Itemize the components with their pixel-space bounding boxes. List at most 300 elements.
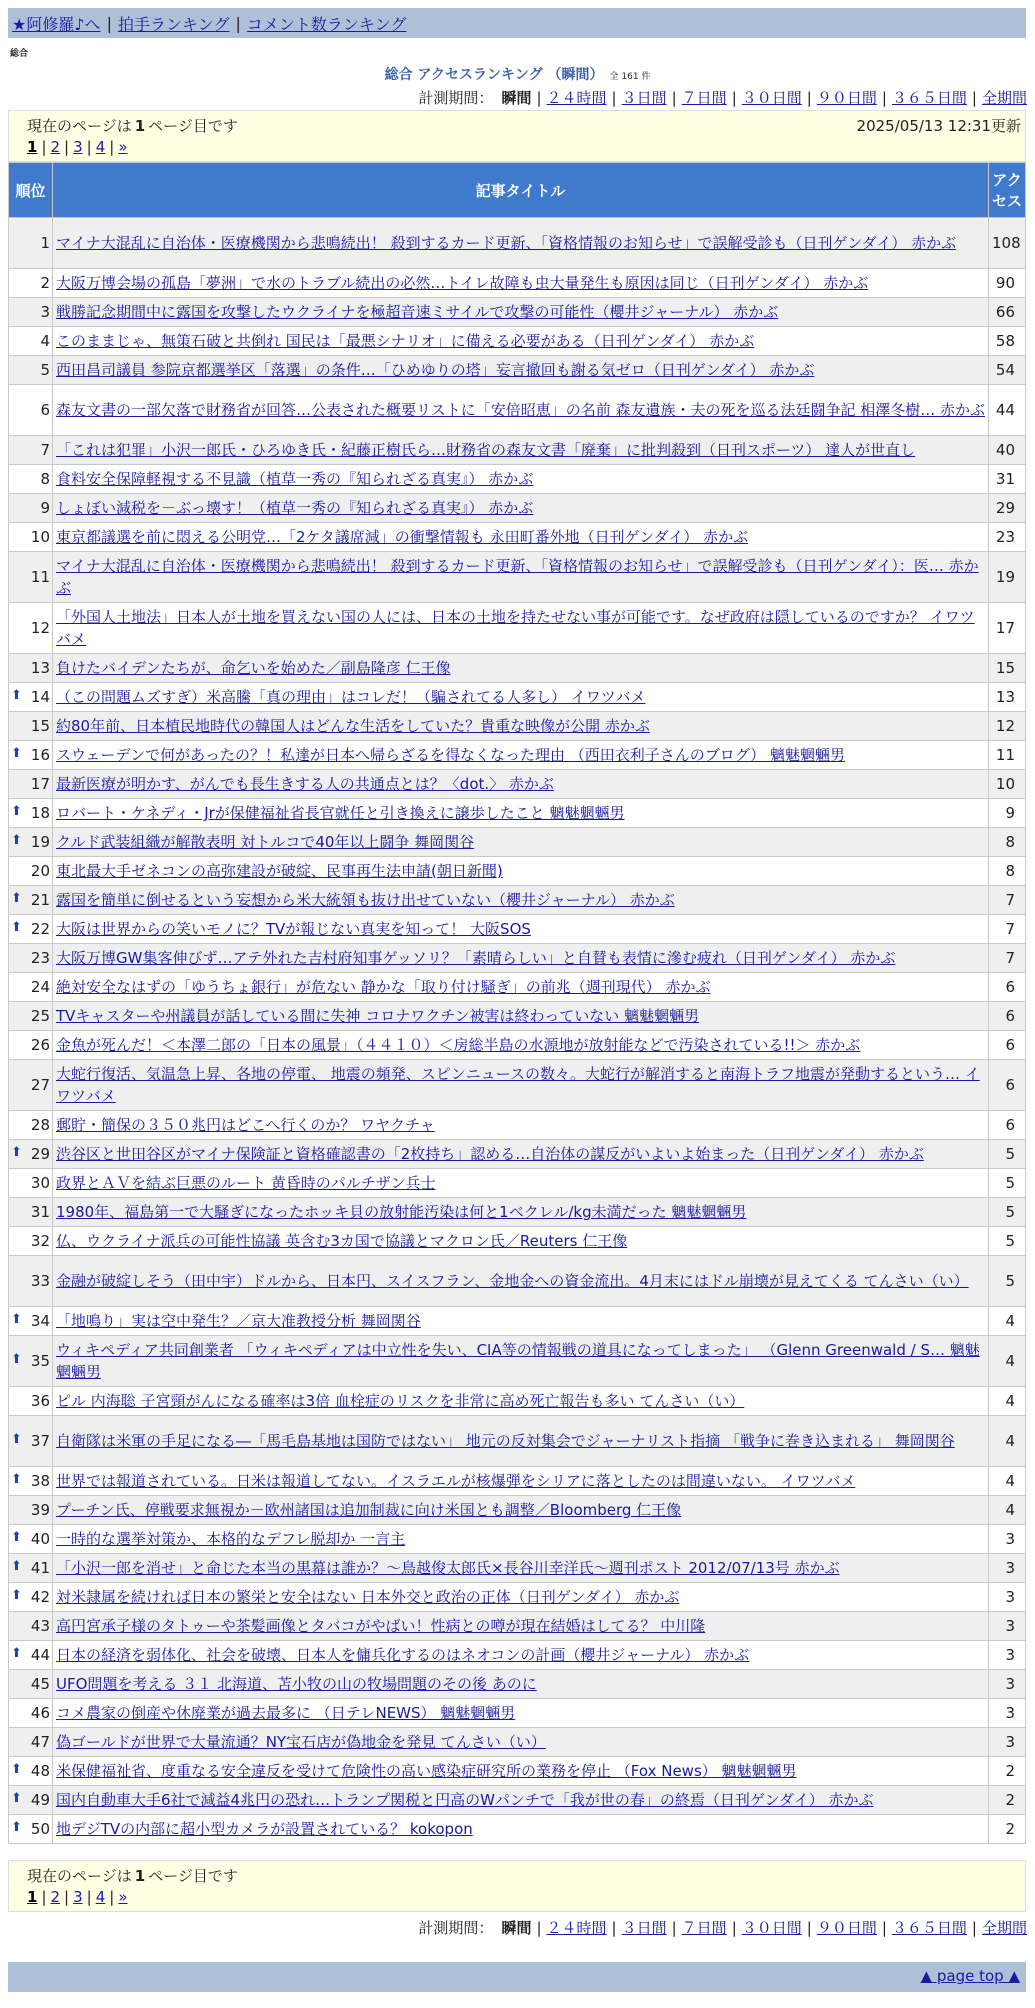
article-link[interactable]: 高円宮承子様のタトゥーや茶髪画像とタバコがやばい！性病との噂が現在結婚はしてる？ 中川隆 bbox=[56, 1617, 706, 1635]
top-link-asyura[interactable]: ★阿修羅♪へ bbox=[12, 14, 101, 34]
title-cell bbox=[53, 269, 989, 298]
article-link[interactable]: 西田昌司議員 参院京都選挙区「落選」の条件…「ひめゆりの塔」妄言撤回も謝る気ゼロ（日刊ゲンダイ） 赤かぶ bbox=[56, 361, 815, 379]
article-link[interactable]: 政界とＡＶを結ぶ巨悪のルート 黄昏時のパルチザン兵士 bbox=[56, 1174, 436, 1192]
article-link[interactable]: 大蛇行復活、気温急上昇、各地の停電、 地震の頻発、スピンニュースの数々。大蛇行が解消すると南海トラフ地震が発動するという… イワツバメ bbox=[56, 1065, 980, 1105]
page-current: 1 bbox=[27, 138, 38, 156]
rank-cell bbox=[9, 523, 53, 552]
page-title bbox=[0, 64, 1035, 84]
table-row bbox=[9, 1728, 1026, 1757]
access-count: 40 bbox=[989, 436, 1026, 465]
table-row bbox=[9, 1198, 1026, 1227]
divider: | bbox=[611, 1919, 617, 1937]
rank-number: 27 bbox=[30, 1076, 50, 1094]
article-link[interactable]: マイナ大混乱に自治体・医療機関から悲鳴続出！ 殺到するカード更新、「資格情報のお知らせ」で誤解受診も（日刊ゲンダイ）：医… 赤かぶ bbox=[56, 557, 979, 597]
table-row bbox=[9, 1583, 1026, 1612]
table-row bbox=[9, 741, 1026, 770]
up-arrow-icon: ⬆ bbox=[11, 1646, 22, 1661]
total-count: 全 161 件 bbox=[609, 72, 651, 82]
article-link[interactable]: 自衛隊は米軍の手足になる―「馬毛島基地は国防ではない」 地元の反対集会でジャーナリスト指摘 「戦争に巻き込まれる」 舞岡関谷 bbox=[56, 1432, 955, 1450]
title-cell bbox=[53, 1757, 989, 1786]
ranking-title: 総合 アクセスランキング （瞬間） bbox=[384, 67, 604, 83]
article-link[interactable]: ロバート・ケネディ・Jrが保健福祉省長官就任と引き換えに譲歩したこと 魑魅魍魎男 bbox=[56, 804, 625, 822]
article-link[interactable]: スウェーデンで何があったの？！私達が日本へ帰らざるを得なくなった理由 （西田衣利子さんのブログ） 魑魅魍魎男 bbox=[56, 746, 845, 764]
rank-number: 25 bbox=[30, 1007, 50, 1025]
table-row bbox=[9, 465, 1026, 494]
divider: | bbox=[731, 89, 737, 107]
access-count: 2 bbox=[989, 1786, 1026, 1815]
access-count: 7 bbox=[989, 886, 1026, 915]
rank-number: 3 bbox=[40, 303, 50, 321]
title-cell bbox=[53, 1467, 989, 1496]
table-row bbox=[9, 1670, 1026, 1699]
table-row bbox=[9, 1002, 1026, 1031]
rank-number: 43 bbox=[30, 1617, 50, 1635]
rank-cell bbox=[9, 1336, 53, 1387]
table-row bbox=[9, 385, 1026, 436]
title-cell bbox=[53, 683, 989, 712]
rank-cell bbox=[9, 1728, 53, 1757]
updated-timestamp: 2025/05/13 12:31更新 bbox=[856, 117, 1021, 135]
table-row bbox=[9, 494, 1026, 523]
access-count: 4 bbox=[989, 1336, 1026, 1387]
table-row bbox=[9, 1111, 1026, 1140]
title-cell bbox=[53, 915, 989, 944]
rank-number: 15 bbox=[30, 717, 50, 735]
title-cell bbox=[53, 741, 989, 770]
title-cell bbox=[53, 1002, 989, 1031]
rank-number: 36 bbox=[30, 1392, 50, 1410]
access-count: 2 bbox=[989, 1757, 1026, 1786]
table-row bbox=[9, 269, 1026, 298]
access-count: 3 bbox=[989, 1699, 1026, 1728]
access-count: 4 bbox=[989, 1496, 1026, 1525]
up-arrow-icon: ⬆ bbox=[11, 920, 22, 935]
rank-number: 46 bbox=[30, 1704, 50, 1722]
divider: | bbox=[109, 138, 115, 156]
divider: | bbox=[86, 1888, 92, 1906]
rank-cell bbox=[9, 1496, 53, 1525]
access-count: 3 bbox=[989, 1641, 1026, 1670]
article-link[interactable]: 負けたバイデンたちが、命乞いを始めた／副島隆彦 仁王像 bbox=[56, 659, 451, 677]
access-count: 5 bbox=[989, 1140, 1026, 1169]
rank-number: 35 bbox=[30, 1352, 50, 1370]
period-link[interactable]: ２４時間 bbox=[546, 1919, 607, 1937]
top-nav-bar bbox=[8, 8, 1026, 38]
period-link[interactable]: ９０日間 bbox=[816, 89, 877, 107]
title-cell bbox=[53, 1554, 989, 1583]
rank-number: 23 bbox=[30, 949, 50, 967]
access-count: 13 bbox=[989, 683, 1026, 712]
title-cell bbox=[53, 1198, 989, 1227]
up-arrow-icon: ⬆ bbox=[11, 688, 22, 703]
rank-number: 38 bbox=[30, 1472, 50, 1490]
access-count: 4 bbox=[989, 1387, 1026, 1416]
article-link[interactable]: マイナ大混乱に自治体・医療機関から悲鳴続出！ 殺到するカード更新、「資格情報のお知らせ」で誤解受診も（日刊ゲンダイ） 赤かぶ bbox=[56, 234, 957, 252]
page-next-link[interactable]: » bbox=[118, 1888, 128, 1906]
rank-cell bbox=[9, 494, 53, 523]
article-link[interactable]: 渋谷区と世田谷区がマイナ保険証と資格確認書の「2枚持ち」認める…自治体の謀反がいよいよ始まった（日刊ゲンダイ） 赤かぶ bbox=[56, 1145, 924, 1163]
rank-number: 45 bbox=[30, 1675, 50, 1693]
page-link[interactable]: 4 bbox=[95, 138, 106, 156]
rank-number: 40 bbox=[30, 1530, 50, 1548]
divider: | bbox=[671, 1919, 677, 1937]
rank-cell bbox=[9, 356, 53, 385]
rank-cell bbox=[9, 1757, 53, 1786]
table-row bbox=[9, 828, 1026, 857]
page-info-box-bottom bbox=[8, 1860, 1026, 1912]
article-link[interactable]: 仏、ウクライナ派兵の可能性協議 英含む3カ国で協議とマクロン氏／Reuters 仁王像 bbox=[56, 1232, 628, 1250]
title-cell bbox=[53, 1786, 989, 1815]
page-info-box-top bbox=[8, 110, 1026, 162]
access-count: 15 bbox=[989, 654, 1026, 683]
page-link[interactable]: 3 bbox=[73, 1888, 83, 1906]
page-info-text: 現在のページは 1 ページ目です bbox=[27, 117, 238, 135]
access-count: 6 bbox=[989, 1111, 1026, 1140]
page-link[interactable]: 3 bbox=[73, 138, 83, 156]
access-count: 7 bbox=[989, 915, 1026, 944]
divider: | bbox=[806, 1919, 812, 1937]
column-header-rank: 順位 bbox=[9, 163, 53, 218]
table-row bbox=[9, 1140, 1026, 1169]
table-row bbox=[9, 886, 1026, 915]
column-header-title: 記事タイトル bbox=[53, 163, 989, 218]
bottom-bar bbox=[8, 1962, 1026, 1992]
rank-number: 31 bbox=[30, 1203, 50, 1221]
article-link[interactable]: 「これは犯罪」小沢一郎氏・ひろゆき氏・紀藤正樹氏ら…財務省の森友文書「廃棄」に批判殺到（日刊スポーツ） 達人が世直し bbox=[56, 441, 916, 459]
divider: | bbox=[611, 89, 617, 107]
rank-number: 11 bbox=[30, 568, 50, 586]
table-row bbox=[9, 1256, 1026, 1307]
table-row bbox=[9, 1336, 1026, 1387]
rank-cell bbox=[9, 1467, 53, 1496]
rank-cell bbox=[9, 552, 53, 603]
title-cell bbox=[53, 770, 989, 799]
rank-number: 47 bbox=[30, 1733, 50, 1751]
page-info-text: 現在のページは 1 ページ目です bbox=[27, 1867, 238, 1885]
article-link[interactable]: UFO問題を考える ３１ 北海道、苫小牧の山の牧場問題のその後 あのに bbox=[56, 1675, 537, 1693]
category-label: 総合 bbox=[10, 49, 29, 59]
access-count: 7 bbox=[989, 944, 1026, 973]
access-count: 17 bbox=[989, 603, 1026, 654]
divider: | bbox=[64, 1888, 70, 1906]
article-link[interactable]: TVキャスターや州議員が話している間に失神 コロナワクチン被害は終わっていない 魑魅魍魎男 bbox=[56, 1007, 700, 1025]
title-cell bbox=[53, 886, 989, 915]
rank-number: 34 bbox=[30, 1312, 50, 1330]
access-count: 19 bbox=[989, 552, 1026, 603]
page-link[interactable]: 2 bbox=[50, 1888, 61, 1906]
rank-cell bbox=[9, 770, 53, 799]
page-next-link[interactable]: » bbox=[118, 138, 128, 156]
article-link[interactable]: ウィキペディア共同創業者 「ウィキペディアは中立性を失い、CIA等の情報戦の道具になってしまった」 （Glenn Greenwald / S… 魑魅魍魎男 bbox=[56, 1341, 980, 1381]
up-arrow-icon: ⬆ bbox=[11, 1352, 22, 1367]
rank-cell bbox=[9, 857, 53, 886]
up-arrow-icon: ⬆ bbox=[11, 1762, 22, 1777]
table-row bbox=[9, 436, 1026, 465]
article-link[interactable]: このままじゃ、無策石破と共倒れ 国民は「最悪シナリオ」に備える必要がある（日刊ゲンダイ） 赤かぶ bbox=[56, 332, 755, 350]
rank-cell bbox=[9, 1002, 53, 1031]
article-link[interactable]: 最新医療が明かす、がんでも長生きする人の共通点とは？〈dot.〉 赤かぶ bbox=[56, 775, 554, 793]
access-count: 31 bbox=[989, 465, 1026, 494]
period-link[interactable]: ３日間 bbox=[621, 1919, 667, 1937]
rank-cell bbox=[9, 1786, 53, 1815]
access-count: 6 bbox=[989, 1031, 1026, 1060]
rank-cell bbox=[9, 944, 53, 973]
title-cell bbox=[53, 385, 989, 436]
rank-cell bbox=[9, 1227, 53, 1256]
table-row bbox=[9, 1416, 1026, 1467]
title-cell bbox=[53, 973, 989, 1002]
table-row bbox=[9, 1031, 1026, 1060]
table-row bbox=[9, 1169, 1026, 1198]
period-selector-top bbox=[418, 87, 1027, 108]
table-row bbox=[9, 603, 1026, 654]
divider: | bbox=[806, 89, 812, 107]
access-count: 66 bbox=[989, 298, 1026, 327]
rank-number: 24 bbox=[30, 978, 50, 996]
title-cell bbox=[53, 494, 989, 523]
table-row bbox=[9, 552, 1026, 603]
article-link[interactable]: 約80年前、日本植民地時代の韓国人はどんな生活をしていた？貴重な映像が公開 赤かぶ bbox=[56, 717, 650, 735]
article-link[interactable]: ピル 内海聡 子宮頸がんになる確率は3倍 血栓症のリスクを非常に高め死亡報告も多い てんさい（い） bbox=[56, 1392, 745, 1410]
article-link[interactable]: 郵貯・簡保の３５０兆円はどこへ行くのか？ ワヤクチャ bbox=[56, 1116, 435, 1134]
access-count: 5 bbox=[989, 1169, 1026, 1198]
article-link[interactable]: 国内自動車大手6社で減益4兆円の恐れ…トランプ関税と円高のWパンチで「我が世の春」の終焉（日刊ゲンダイ） 赤かぶ bbox=[56, 1791, 874, 1809]
rank-number: 28 bbox=[30, 1116, 50, 1134]
divider: | bbox=[109, 1888, 115, 1906]
rank-cell bbox=[9, 1583, 53, 1612]
table-row bbox=[9, 712, 1026, 741]
access-count: 3 bbox=[989, 1583, 1026, 1612]
page-top-link[interactable]: ▲ page top ▲ bbox=[920, 1967, 1020, 1985]
period-link[interactable]: ２４時間 bbox=[546, 89, 607, 107]
rank-number: 29 bbox=[30, 1145, 50, 1163]
rank-number: 5 bbox=[40, 361, 50, 379]
article-link[interactable]: 地デジTVの内部に超小型カメラが設置されている？ kokopon bbox=[56, 1820, 473, 1838]
table-row bbox=[9, 1641, 1026, 1670]
rank-cell bbox=[9, 683, 53, 712]
article-link[interactable]: 世界では報道されている。日米は報道してない。イスラエルが核爆弾をシリアに落としたのは間違いない。 イワツバメ bbox=[56, 1472, 856, 1490]
article-link[interactable]: 「外国人土地法」日本人が土地を買えない国の人には、日本の土地を持たせない事が可能です。なぜ政府は隠しているのですか？ イワツバメ bbox=[56, 608, 975, 648]
period-link[interactable]: 全期間 bbox=[981, 89, 1027, 107]
table-row bbox=[9, 1554, 1026, 1583]
rank-cell bbox=[9, 1256, 53, 1307]
title-cell bbox=[53, 298, 989, 327]
access-count: 12 bbox=[989, 712, 1026, 741]
article-link[interactable]: 「小沢一郎を消せ」と命じた本当の黒幕は誰か？～鳥越俊太郎氏×長谷川幸洋氏～週刊ポスト 2012/07/13号 赤かぶ bbox=[56, 1559, 840, 1577]
article-link[interactable]: 大阪万博会場の孤島「夢洲」で水のトラブル続出の必然…トイレ故障も虫大量発生も原因は同じ（日刊ゲンダイ） 赤かぶ bbox=[56, 274, 869, 292]
article-link[interactable]: 戦勝記念期間中に露国を攻撃したウクライナを極超音速ミサイルで攻撃の可能性（櫻井ジャーナル） 赤かぶ bbox=[56, 303, 779, 321]
article-link[interactable]: プーチン氏、停戦要求無視か－欧州諸国は追加制裁に向け米国とも調整／Bloomberg 仁王像 bbox=[56, 1501, 682, 1519]
article-link[interactable]: 金融が破綻しそう（田中宇）ドルから、日本円、スイスフラン、金地金への資金流出。4月末にはドル崩壊が見えてくる てんさい（い） bbox=[56, 1272, 969, 1290]
title-cell bbox=[53, 218, 989, 269]
table-row bbox=[9, 1612, 1026, 1641]
rank-cell bbox=[9, 436, 53, 465]
title-cell bbox=[53, 712, 989, 741]
rank-number: 2 bbox=[40, 274, 50, 292]
rank-number: 33 bbox=[30, 1272, 50, 1290]
period-link[interactable]: ３６５日間 bbox=[891, 1919, 967, 1937]
top-link-comment-ranking[interactable]: コメント数ランキング bbox=[246, 14, 407, 34]
title-cell bbox=[53, 1815, 989, 1844]
access-count: 4 bbox=[989, 1467, 1026, 1496]
title-cell bbox=[53, 1256, 989, 1307]
table-row bbox=[9, 523, 1026, 552]
period-link[interactable]: ７日間 bbox=[681, 1919, 727, 1937]
article-link[interactable]: 絶対安全なはずの「ゆうちょ銀行」が危ない 静かな「取り付け騒ぎ」の前兆（週刊現代） 赤かぶ bbox=[56, 978, 711, 996]
rank-cell bbox=[9, 269, 53, 298]
rank-cell bbox=[9, 712, 53, 741]
rank-cell bbox=[9, 465, 53, 494]
ranking-table bbox=[8, 162, 1026, 1844]
table-row bbox=[9, 1757, 1026, 1786]
rank-cell bbox=[9, 973, 53, 1002]
title-cell bbox=[53, 654, 989, 683]
article-link[interactable]: 日本の経済を弱体化、社会を破壊、日本人を傭兵化するのはネオコンの計画（櫻井ジャーナル） 赤かぶ bbox=[56, 1646, 750, 1664]
rank-cell bbox=[9, 1387, 53, 1416]
rank-cell bbox=[9, 603, 53, 654]
access-count: 6 bbox=[989, 1060, 1026, 1111]
article-link[interactable]: 露国を簡単に倒せるという妄想から米大統領も抜け出せていない（櫻井ジャーナル） 赤かぶ bbox=[56, 891, 675, 909]
rank-number: 26 bbox=[30, 1036, 50, 1054]
rank-cell bbox=[9, 828, 53, 857]
rank-cell bbox=[9, 1307, 53, 1336]
rank-cell bbox=[9, 1169, 53, 1198]
up-arrow-icon: ⬆ bbox=[11, 1530, 22, 1545]
article-link[interactable]: 東京都議選を前に悶える公明党…「2ケタ議席減」の衝撃情報も 永田町番外地（日刊ゲンダイ） 赤かぶ bbox=[56, 528, 749, 546]
article-link[interactable]: 金魚が死んだ！＜本澤二郎の「日本の風景」（４４１０）＜房総半島の水源地が放射能などで汚染されている!!＞ 赤かぶ bbox=[56, 1036, 861, 1054]
period-current: 瞬間 bbox=[501, 1919, 532, 1937]
article-link[interactable]: 「地鳴り」実は空中発生？／京大准教授分析 舞岡関谷 bbox=[56, 1312, 421, 1330]
rank-cell bbox=[9, 1699, 53, 1728]
period-link[interactable]: 全期間 bbox=[981, 1919, 1027, 1937]
up-arrow-icon: ⬆ bbox=[11, 1312, 22, 1327]
access-count: 2 bbox=[989, 1815, 1026, 1844]
access-count: 9 bbox=[989, 799, 1026, 828]
article-link[interactable]: しょぼい減税を－ぶっ壊す！（植草一秀の『知られざる真実』） 赤かぶ bbox=[56, 499, 534, 517]
table-row bbox=[9, 1699, 1026, 1728]
divider: | bbox=[86, 138, 92, 156]
period-link[interactable]: ９０日間 bbox=[816, 1919, 877, 1937]
rank-cell bbox=[9, 1815, 53, 1844]
title-cell bbox=[53, 603, 989, 654]
table-row bbox=[9, 1387, 1026, 1416]
table-row bbox=[9, 1467, 1026, 1496]
rank-cell bbox=[9, 799, 53, 828]
period-label: 計測期間： bbox=[418, 89, 494, 107]
rank-number: 10 bbox=[30, 528, 50, 546]
period-link[interactable]: ３０日間 bbox=[741, 89, 802, 107]
rank-cell bbox=[9, 654, 53, 683]
access-count: 11 bbox=[989, 741, 1026, 770]
article-link[interactable]: 米保健福祉省、度重なる安全違反を受けて危険性の高い感染症研究所の業務を停止 （Fox News） 魑魅魍魎男 bbox=[56, 1762, 797, 1780]
rank-number: 49 bbox=[30, 1791, 50, 1809]
rank-cell bbox=[9, 1111, 53, 1140]
access-count: 3 bbox=[989, 1554, 1026, 1583]
title-cell bbox=[53, 1699, 989, 1728]
access-count: 54 bbox=[989, 356, 1026, 385]
table-row bbox=[9, 770, 1026, 799]
access-count: 58 bbox=[989, 327, 1026, 356]
access-count: 4 bbox=[989, 1307, 1026, 1336]
rank-number: 32 bbox=[30, 1232, 50, 1250]
article-link[interactable]: （この問題ムズすぎ）米高騰「真の理由」はコレだ！（騙されてる人多し） イワツバメ bbox=[56, 688, 646, 706]
access-count: 4 bbox=[989, 1416, 1026, 1467]
article-link[interactable]: 東北最大手ゼネコンの高弥建設が破綻、民事再生法申請(朝日新聞) bbox=[56, 862, 503, 880]
rank-number: 7 bbox=[40, 441, 50, 459]
divider: | bbox=[235, 13, 241, 33]
rank-number: 13 bbox=[30, 659, 50, 677]
up-arrow-icon: ⬆ bbox=[11, 833, 22, 848]
period-link[interactable]: ３０日間 bbox=[741, 1919, 802, 1937]
rank-number: 14 bbox=[30, 688, 50, 706]
article-link[interactable]: 森友文書の一部欠落で財務省が回答…公表された概要リストに「安倍昭恵」の名前 森友遺族・夫の死を巡る法廷闘争記 相澤冬樹… 赤かぶ bbox=[56, 401, 986, 419]
article-link[interactable]: クルド武装組織が解散表明 対トルコで40年以上闘争 舞岡関谷 bbox=[56, 833, 475, 851]
period-link[interactable]: ３日間 bbox=[621, 89, 667, 107]
table-row bbox=[9, 1060, 1026, 1111]
table-row bbox=[9, 857, 1026, 886]
title-cell bbox=[53, 552, 989, 603]
article-link[interactable]: 1980年、福島第一で大騒ぎになったホッキ貝の放射能汚染は何と1ベクレル/kg未満だった 魑魅魍魎男 bbox=[56, 1203, 747, 1221]
title-cell bbox=[53, 1307, 989, 1336]
table-row bbox=[9, 356, 1026, 385]
access-count: 90 bbox=[989, 269, 1026, 298]
article-link[interactable]: 大阪万博GW集客伸びず…アテ外れた吉村府知事ゲッソリ？「素晴らしい」と自賛も表情に滲む疲れ（日刊ゲンダイ） 赤かぶ bbox=[56, 949, 896, 967]
article-link[interactable]: 偽ゴールドが世界で大量流通？NY宝石店が偽地金を発見 てんさい（い） bbox=[56, 1733, 546, 1751]
rank-number: 42 bbox=[30, 1588, 50, 1606]
article-link[interactable]: 大阪は世界からの笑いモノに？TVが報じない真実を知って！ 大阪SOS bbox=[56, 920, 531, 938]
divider: | bbox=[64, 138, 70, 156]
table-row bbox=[9, 683, 1026, 712]
rank-cell bbox=[9, 741, 53, 770]
table-row bbox=[9, 944, 1026, 973]
title-cell bbox=[53, 327, 989, 356]
up-arrow-icon: ⬆ bbox=[11, 1145, 22, 1160]
access-count: 8 bbox=[989, 828, 1026, 857]
page-current: 1 bbox=[27, 1888, 38, 1906]
rank-cell bbox=[9, 1670, 53, 1699]
period-link[interactable]: ７日間 bbox=[681, 89, 727, 107]
article-link[interactable]: コメ農家の倒産や休廃業が過去最多に （日テレNEWS） 魑魅魍魎男 bbox=[56, 1704, 516, 1722]
access-count: 5 bbox=[989, 1256, 1026, 1307]
top-link-clap-ranking[interactable]: 拍手ランキング bbox=[117, 14, 230, 34]
rank-number: 44 bbox=[30, 1646, 50, 1664]
access-count: 108 bbox=[989, 218, 1026, 269]
up-arrow-icon: ⬆ bbox=[11, 891, 22, 906]
rank-cell bbox=[9, 327, 53, 356]
divider: | bbox=[731, 1919, 737, 1937]
article-link[interactable]: 一時的な選挙対策か、本格的なデフレ脱却か 一言主 bbox=[56, 1530, 406, 1548]
divider: | bbox=[106, 13, 112, 33]
table-row bbox=[9, 1525, 1026, 1554]
up-arrow-icon: ⬆ bbox=[11, 1472, 22, 1487]
article-link[interactable]: 対米隷属を続ければ日本の繁栄と安全はない 日本外交と政治の正体（日刊ゲンダイ） 赤かぶ bbox=[56, 1588, 680, 1606]
up-arrow-icon: ⬆ bbox=[11, 1588, 22, 1603]
page-link[interactable]: 2 bbox=[50, 138, 61, 156]
period-link[interactable]: ３６５日間 bbox=[891, 89, 967, 107]
title-cell bbox=[53, 1227, 989, 1256]
rank-cell bbox=[9, 218, 53, 269]
access-count: 8 bbox=[989, 857, 1026, 886]
up-arrow-icon: ⬆ bbox=[11, 1559, 22, 1574]
rank-number: 50 bbox=[30, 1820, 50, 1838]
period-label: 計測期間： bbox=[418, 1919, 494, 1937]
title-cell bbox=[53, 1387, 989, 1416]
article-link[interactable]: 食料安全保障軽視する不見識（植草一秀の『知られざる真実』） 赤かぶ bbox=[56, 470, 534, 488]
column-header-access: アクセス bbox=[989, 163, 1026, 218]
up-arrow-icon: ⬆ bbox=[11, 804, 22, 819]
page-link[interactable]: 4 bbox=[95, 1888, 106, 1906]
title-cell bbox=[53, 1336, 989, 1387]
